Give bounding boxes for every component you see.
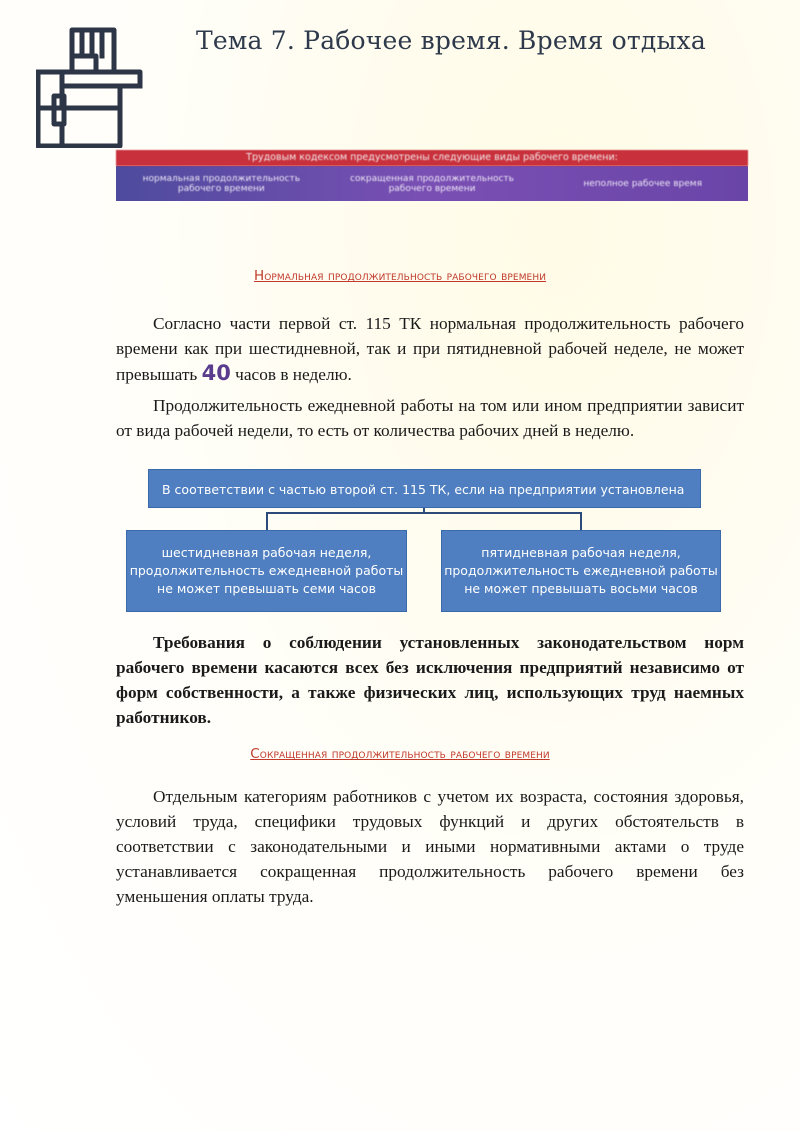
fist-logo-icon [36,26,144,148]
section-heading-reduced: Сокращенная продолжительность рабочего времени [250,746,550,762]
diagram-box-five-day: пятидневная рабочая неделя, продолжительность ежедневной работы не может превышать восьми часов [441,530,721,612]
work-time-types-banner [116,150,748,201]
paragraph-reduced-hours: Отдельным категориям работников с учетом их возраста, состояния здоровья, условий труда, специфики трудовых функций и других обстоятельств в соответствии с законодательными и иными нормативными актами о труде устанавливается сокращенная продолжительность рабочего времени без уменьшения оплаты труда. [116,787,744,906]
banner-item-part-time: неполное рабочее время [583,178,702,189]
paragraph-daily-work: Продолжительность ежедневной работы на том или ином предприятии зависит от вида рабочей недели, то есть от количества рабочих дней в неделю. [116,396,744,440]
banner-item-normal: нормальная продолжительность рабочего времени [142,173,301,194]
paragraph-normal-hours [116,311,744,387]
requirements-note: Требования о соблюдении установленных законодательством норм рабочего времени касаются всех без исключения предприятий независимо от форм собственности, а также физических лиц, использующих труд наемных работников. [116,633,744,727]
paragraph-text: Согласно части первой ст. 115 ТК нормальная продолжительность рабочего времени как при шестидневной, так и при пятидневной рабочей неделе, не может превышать [116,314,744,384]
diagram-box-six-day: шестидневная рабочая неделя, продолжительность ежедневной работы не может превышать семи часов [126,530,407,612]
section-heading-normal: Нормальная продолжительность рабочего времени [253,268,547,284]
diagram-top-box: В соответствии с частью второй ст. 115 ТК, если на предприятии установлена [148,469,701,508]
banner-item-reduced: сокращенная продолжительность рабочего времени [350,173,514,194]
page-title: Тема 7. Рабочее время. Время отдыха [196,26,706,55]
paragraph-text: часов в неделю. [230,365,352,384]
hours-number: 40 [201,361,231,385]
banner-heading: Трудовым кодексом предусмотрены следующие виды рабочего времени: [116,150,748,166]
banner-items [116,166,748,201]
